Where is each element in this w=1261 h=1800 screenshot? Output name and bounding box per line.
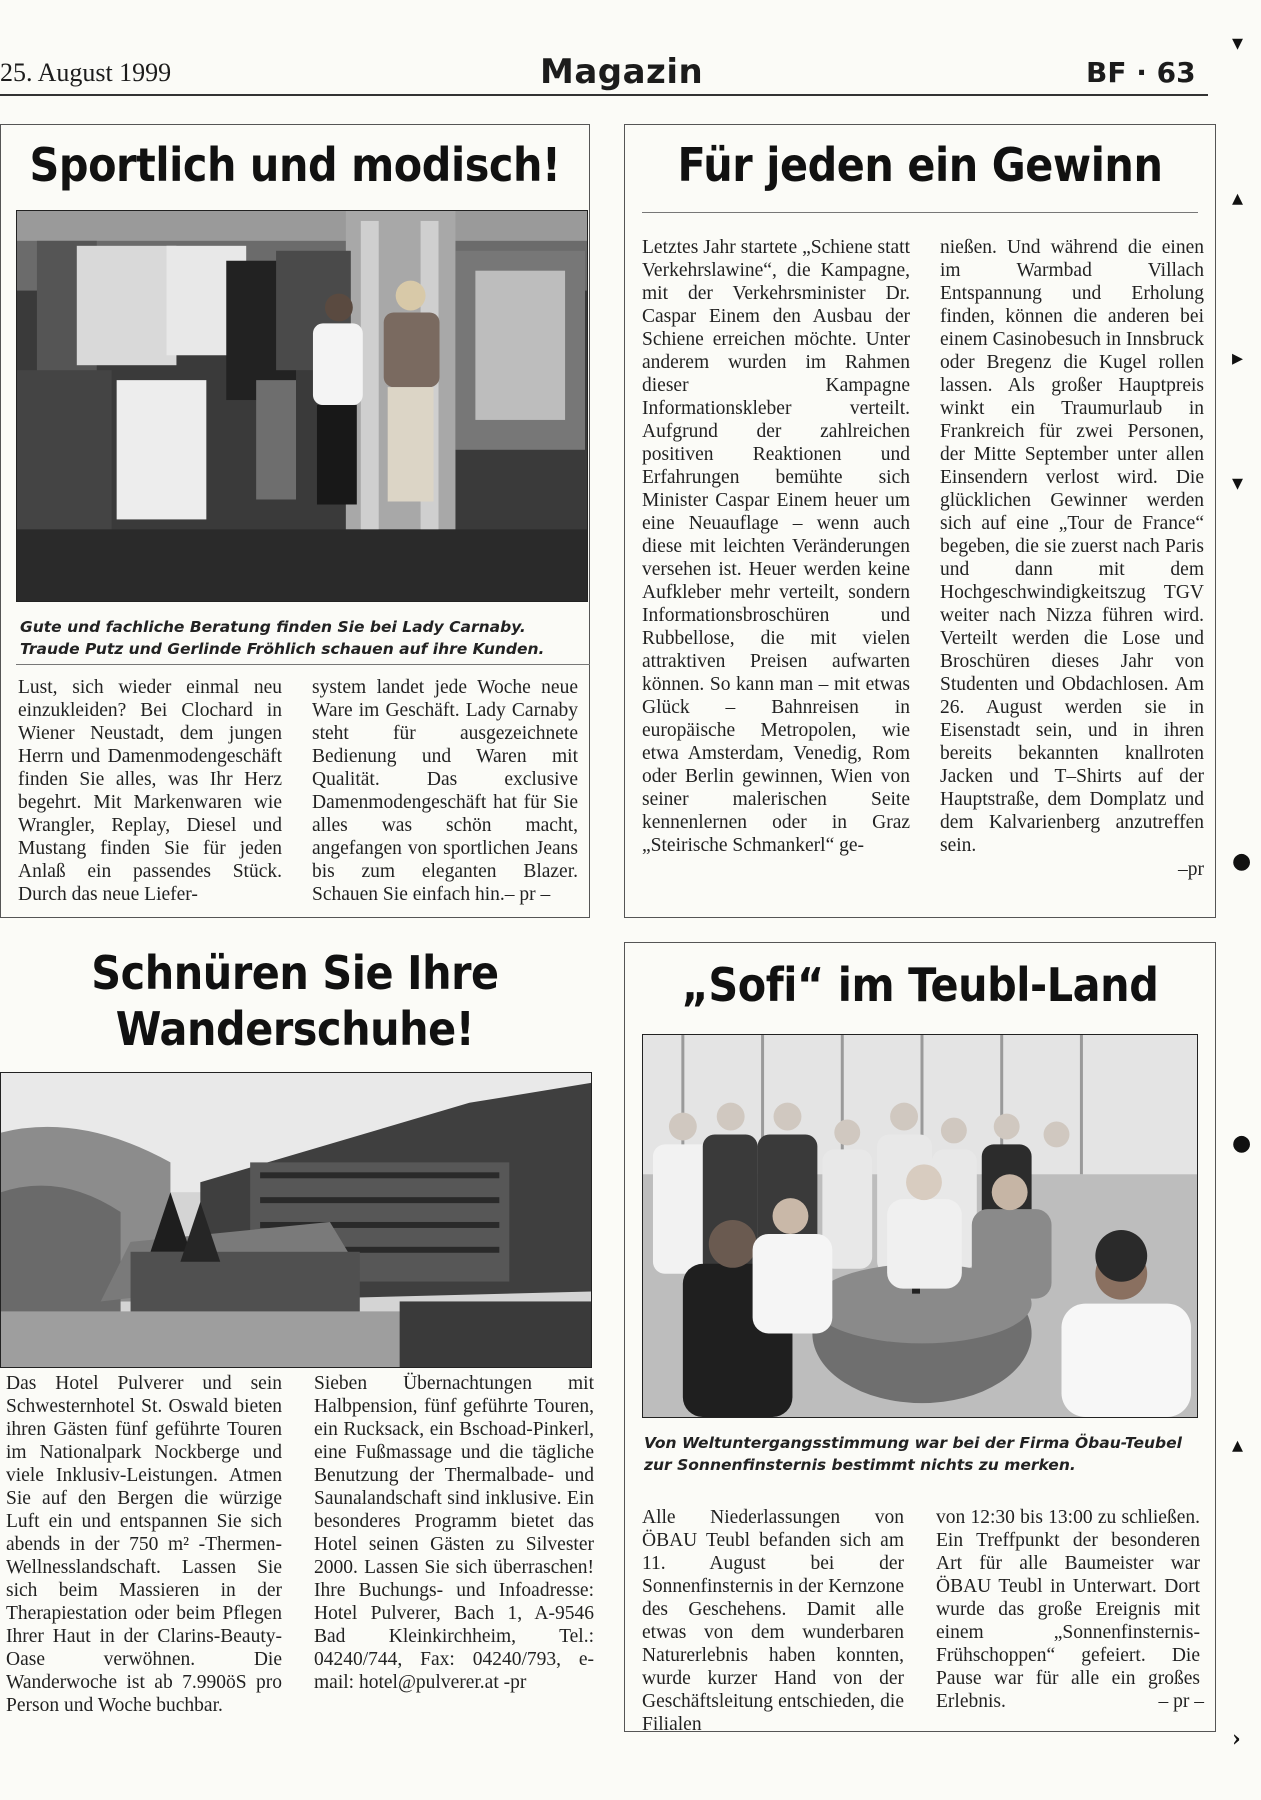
headline-rule	[642, 212, 1198, 213]
margin-mark: ●	[1232, 848, 1252, 874]
article-wandern-headline-1: Schnüren Sie Ihre	[91, 946, 499, 1000]
caption-rule	[16, 664, 590, 665]
margin-mark: ›	[1232, 1726, 1241, 1752]
article-wandern-col2: Sieben Übernachtungen mit Halbpension, fünf geführte Touren, ein Rucksack, ein Bschoad-Pinkerl, eine Fußmassage und die tägliche Benutzung der Thermalbade- und Saunalandschaft sind inklusive. Ein besonderes Programm bietet das Hotel seinen Gästen zu Silvester 2000. Lassen Sie sich überraschen! Ihre Buchungs- und Infoadresse: Hotel Pulverer, Bach 1, A-9546 Bad Kleinkirchheim, Tel.: 04240/744, Fax: 04240/793, e-mail: hotel@pulverer.at -pr	[314, 1373, 594, 1693]
group-photo	[642, 1034, 1198, 1418]
section-title: Magazin	[540, 52, 704, 92]
article-sport-headline: Sportlich und modisch!	[29, 138, 561, 192]
margin-mark: ▴	[1232, 185, 1244, 211]
article-gewinn-col1: Letztes Jahr startete „Schiene statt Verkehrslawine“, die Kampagne, mit der Verkehrsminister Dr. Caspar Einem den Ausbau der Schiene erreichen möchte. Unter anderem wurden im Rahmen dieser Kampagne Informationskleber verteilt. Aufgrund der zahlreichen positiven Reaktionen und Erfahrungen bemühte sich Minister Caspar Einem heuer um eine Neuauflage – wenn auch diese mit leichten Veränderungen versehen ist. Heuer werden keine Aufkleber mehr verteilt, sondern Informationsbroschüren und Rubbellose, die mit vielen attraktiven Preisen aufwarten können. So kann man – mit etwas Glück – Bahnreisen in europäische Metropolen, wie etwa Amsterdam, Venedig, Rom oder Berlin gewinnen, Wien von seiner malerischen Seite kennenlernen oder in Graz „Steirische Schmankerl“ ge-	[642, 237, 910, 856]
article-gewinn-signoff: –pr	[1178, 859, 1204, 880]
article-sport-caption: Gute und fachliche Beratung finden Sie bei Lady Carnaby. Traude Putz und Gerlinde Fröhlich schauen auf ihre Kunden.	[20, 618, 545, 658]
header-rule	[0, 94, 1208, 96]
article-sport-col2: system landet jede Woche neue Ware im Geschäft. Lady Carnaby steht für ausgezeichnete Bedienung und Waren mit Qualität. Das exclusive Damenmodengeschäft hat für Sie alles was schön macht, angefangen von sportlichen Jeans bis zum eleganten Blazer. Schauen Sie einfach hin.– pr –	[312, 677, 578, 905]
article-gewinn-headline: Für jeden ein Gewinn	[677, 138, 1163, 192]
article-sport-col1: Lust, sich wieder einmal neu einzukleiden? Bei Clochard in Wiener Neustadt, dem jungen Herrn und Damenmodengeschäft finden Sie alles, was Ihr Herz begehrt. Mit Markenwaren wie Wrangler, Replay, Diesel und Mustang finden Sie für jeden Anlaß ein passendes Stück. Durch das neue Liefer-	[18, 677, 282, 905]
issue-date: 25. August 1999	[0, 58, 172, 87]
hotel-photo	[0, 1072, 592, 1368]
margin-mark: ▸	[1232, 345, 1244, 371]
article-sofi-signoff: – pr –	[1158, 1691, 1204, 1712]
article-wandern-col1: Das Hotel Pulverer und sein Schwesternhotel St. Oswald bieten ihren Gästen fünf geführte Touren im Nationalpark Nockberge und viele Inklusiv-Leistungen. Atmen Sie auf den Bergen die würzige Luft ein und entspannen Sie sich abends in der 750 m² -Thermen-Wellnesslandschaft. Lassen Sie sich beim Massieren in der Therapiestation oder beim Pflegen Ihrer Haut in der Clarins-Beauty-Oase verwöhnen. Die Wanderwoche ist ab 7.990öS pro Person und Woche buchbar.	[6, 1373, 282, 1716]
article-gewinn-col2: nießen. Und während die einen im Warmbad Villach Entspannung und Erholung finden, können die anderen bei einem Casinobesuch in Innsbruck oder Bregenz die Kugel rollen lassen. Als großer Hauptpreis winkt ein Traumurlaub in Frankreich für zwei Personen, der Mitte September unter allen Einsendern verlost wird. Die glücklichen Gewinner werden sich auf eine „Tour de France“ begeben, die sie zuerst nach Paris und dann mit dem Hochgeschwindigkeitszug TGV weiter nach Nizza führen wird. Verteilt werden die Lose und Broschüren dieses Jahr von Studenten und Obdachlosen. Am 26. August werden sie in Eisenstadt sein, und in ihren bereits bekannten knallroten Jacken und T–Shirts auf der Hauptstraße, dem Domplatz und dem Kalvarienberg anzutreffen sein.	[940, 237, 1204, 856]
margin-mark: ▾	[1232, 30, 1244, 56]
article-sofi-col1: Alle Niederlassungen von ÖBAU Teubl befanden sich am 11. August bei der Sonnenfinsternis in der Kernzone des Geschehens. Damit alle etwas von dem wunderbaren Naturerlebnis haben konnten, wurde kurzer Hand von der Geschäftsleitung entschieden, die Filialen	[642, 1507, 904, 1735]
margin-mark: ●	[1232, 1130, 1252, 1156]
margin-mark: ▴	[1232, 1432, 1244, 1458]
article-sofi-headline: „Sofi“ im Teubl-Land	[681, 958, 1159, 1012]
article-wandern-headline-2: Wanderschuhe!	[115, 1002, 475, 1056]
article-sofi-caption: Von Weltuntergangsstimmung war bei der Firma Öbau-Teubel zur Sonnenfinsternis bestimmt nichts zu merken.	[644, 1434, 1182, 1474]
boutique-photo	[16, 210, 588, 602]
article-sofi-col2: von 12:30 bis 13:00 zu schließen. Ein Treffpunkt der besonderen Art für alle Baumeister war ÖBAU Teubl in Unterwart. Dort wurde das große Ereignis mit einem „Sonnenfinsternis-Frühschoppen“ gefeiert. Die Pause war für alle ein großes Erlebnis.	[936, 1507, 1200, 1712]
page-number: BF · 63	[1086, 56, 1196, 89]
margin-mark: ▾	[1232, 470, 1244, 496]
